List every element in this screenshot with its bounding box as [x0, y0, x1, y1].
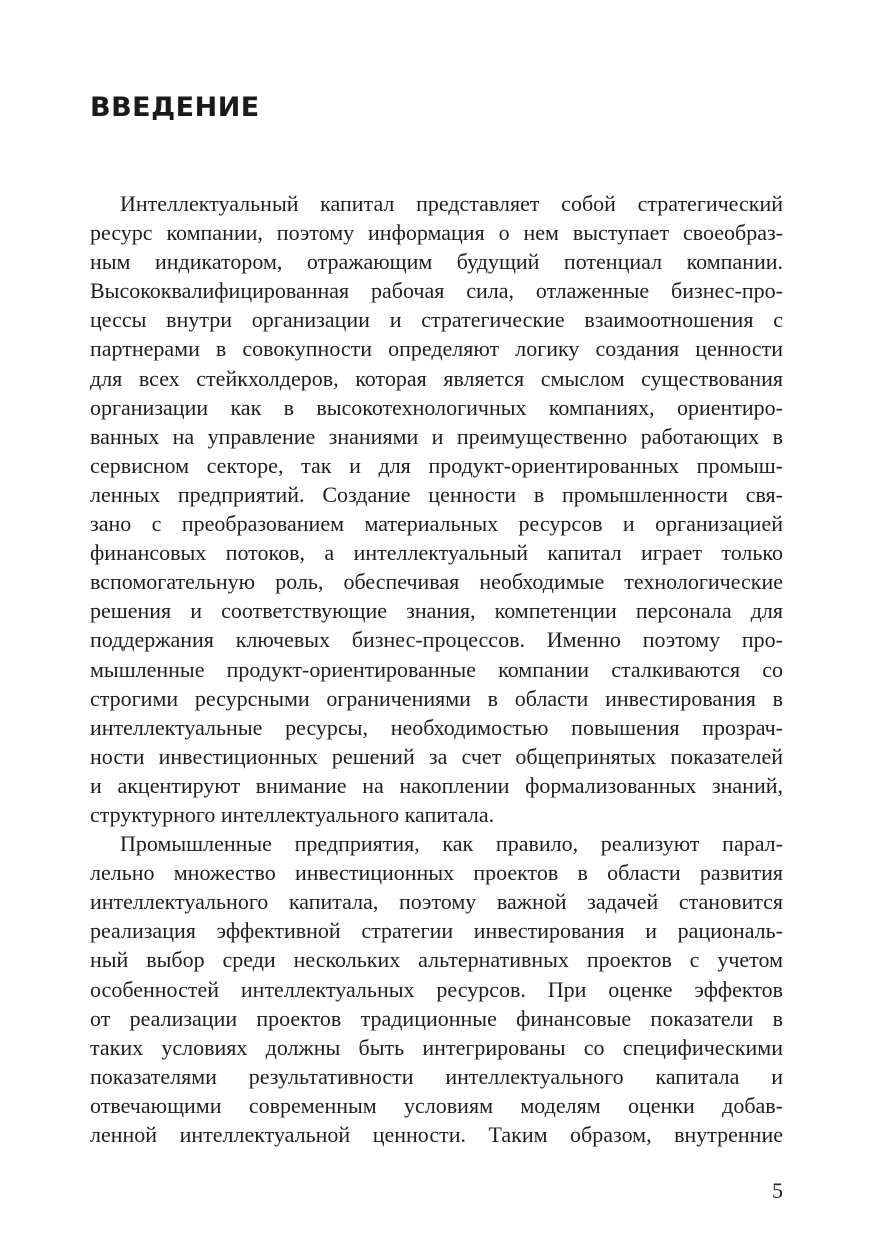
text-line: ным индикатором, отражающим будущий потенциал компании. — [90, 249, 783, 275]
text-line: отвечающими современным условиям моделям оценки добав- — [90, 1092, 783, 1118]
text-line: зано с преобразованием материальных ресурсов и организацией — [90, 511, 783, 537]
text-line: вспомогательную роль, обеспечивая необходимые технологические — [90, 569, 783, 595]
text-line: Высококвалифицированная рабочая сила, отлаженные бизнес-про- — [90, 278, 783, 304]
paragraph-2 — [90, 829, 783, 1149]
text-line: лельно множество инвестиционных проектов в области развития — [90, 860, 783, 886]
text-line: ный выбор среди нескольких альтернативных проектов с учетом — [90, 947, 783, 973]
text-line: интеллектуального капитала, поэтому важной задачей становится — [90, 889, 783, 915]
text-line: ресурс компании, поэтому информация о нем выступает своеобраз- — [90, 220, 783, 246]
text-line: строгими ресурсными ограничениями в области инвестирования в — [90, 685, 783, 711]
text-line: решения и соответствующие знания, компетенции персонала для — [90, 598, 783, 624]
text-line: партнерами в совокупности определяют логику создания ценности — [90, 336, 783, 362]
text-line: ленных предприятий. Создание ценности в промышленности свя- — [90, 481, 783, 507]
text-line: сервисном секторе, так и для продукт-ориентированных промыш- — [90, 452, 783, 478]
text-line: Интеллектуальный капитал представляет собой стратегический — [120, 191, 783, 216]
text-line: ленной интеллектуальной ценности. Таким образом, внутренние — [90, 1122, 783, 1147]
text-line: ванных на управление знаниями и преимущественно работающих в — [90, 423, 783, 449]
text-line: реализация эффективной стратегии инвестирования и рациональ- — [90, 918, 783, 944]
text-line: Промышленные предприятия, как правило, реализуют парал- — [120, 831, 783, 857]
text-line: мышленные продукт-ориентированные компании сталкиваются со — [90, 656, 783, 682]
chapter-heading: ВВЕДЕНИЕ — [90, 92, 260, 123]
text-line: таких условиях должны быть интегрированы со специфическими — [90, 1034, 783, 1060]
text-line: показателями результативности интеллектуального капитала и — [90, 1063, 783, 1089]
text-line: организации как в высокотехнологичных компаниях, ориентиро- — [90, 394, 783, 420]
text-line: от реализации проектов традиционные финансовые показатели в — [90, 1005, 783, 1031]
text-line: особенностей интеллектуальных ресурсов. При оценке эффектов — [90, 976, 783, 1002]
text-line: и акцентируют внимание на накоплении формализованных знаний, — [90, 772, 783, 798]
text-line: поддержания ключевых бизнес-процессов. Именно поэтому про- — [90, 627, 783, 653]
body-text — [90, 189, 783, 1149]
text-line: ности инвестиционных решений за счет общепринятых показателей — [90, 743, 783, 769]
text-line: для всех стейкхолдеров, которая является смыслом существования — [90, 365, 783, 391]
text-line: цессы внутри организации и стратегические взаимоотношения с — [90, 307, 783, 333]
text-line: структурного интеллектуального капитала. — [90, 801, 495, 827]
page-number: 5 — [772, 1178, 783, 1203]
text-line: финансовых потоков, а интеллектуальный капитал играет только — [90, 540, 783, 566]
text-line: интеллектуальные ресурсы, необходимостью повышения прозрач- — [90, 714, 783, 740]
paragraph-1 — [90, 189, 783, 829]
